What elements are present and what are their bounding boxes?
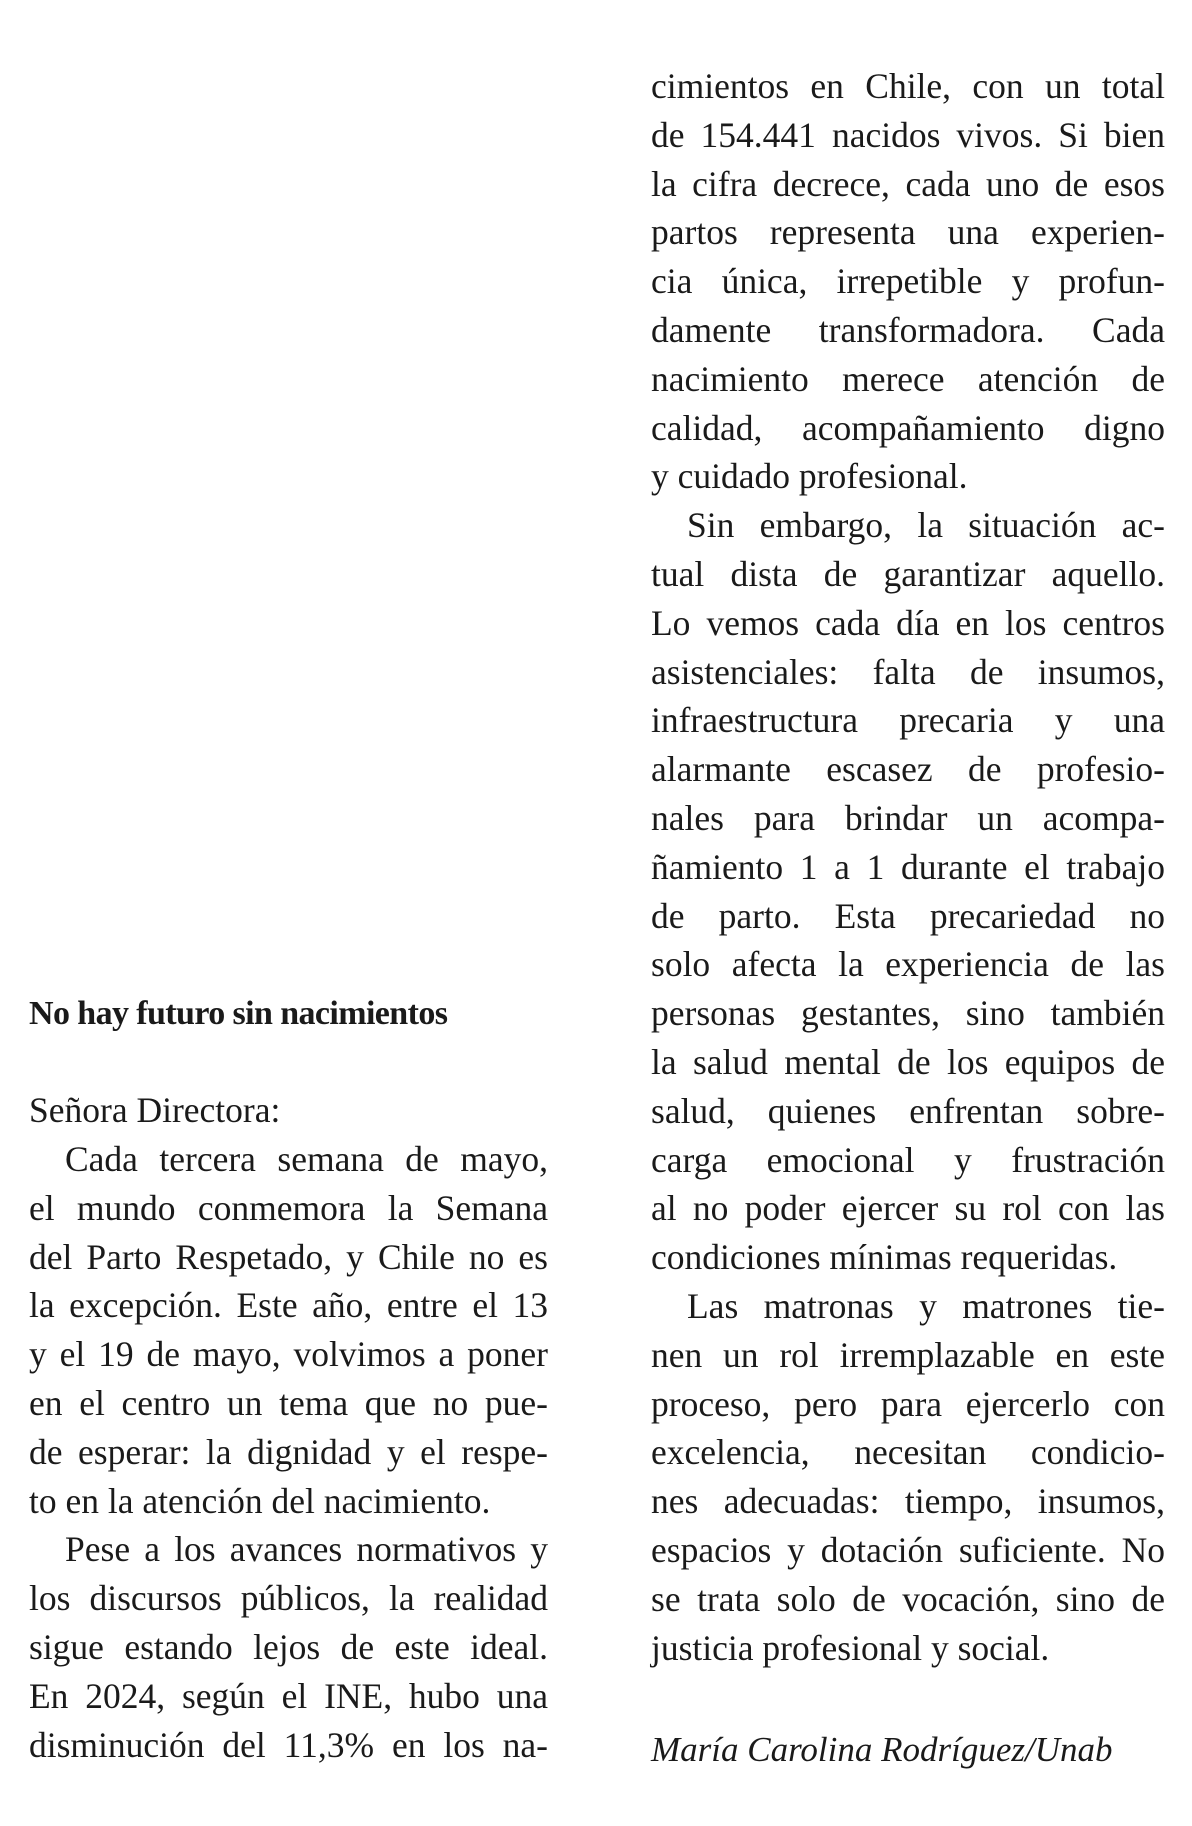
letter-text-line: Pese a los avances normativos y: [65, 1529, 548, 1570]
letter-text-line: tual dista de garantizar aquello.: [651, 553, 1165, 594]
letter-text-line: damente transformadora. Cada: [651, 309, 1165, 350]
letter-text-line: los discursos públicos, la realidad: [29, 1578, 548, 1619]
letter-text-line: al no poder ejercer su rol con las: [651, 1188, 1165, 1229]
letter-text-line: de parto. Esta precariedad no: [651, 895, 1165, 936]
letter-text-line: y el 19 de mayo, volvimos a poner: [29, 1334, 548, 1375]
letter-text-line: justicia profesional y social.: [651, 1627, 1050, 1668]
letter-text-line: salud, quienes enfrentan sobre-: [651, 1090, 1165, 1131]
letter-text-line: Las matronas y matrones tie-: [687, 1285, 1165, 1326]
letter-body-left: [29, 1135, 548, 1769]
letter-text-line: En 2024, según el INE, hubo una: [29, 1675, 548, 1716]
letter-text-line: disminución del 11,3% en los na-: [29, 1724, 548, 1765]
letter-body-right: [651, 62, 1165, 1672]
letter-text-line: la excepción. Este año, entre el 13: [29, 1285, 548, 1326]
letter-text-line: se trata solo de vocación, sino de: [651, 1578, 1165, 1619]
letter-text-line: nales para brindar un acompa-: [651, 797, 1165, 838]
letter-salutation: Señora Directora:: [29, 1090, 281, 1130]
letter-text-line: solo afecta la experiencia de las: [651, 944, 1165, 985]
letter-text-line: cimientos en Chile, con un total: [651, 66, 1165, 106]
letter-text-line: partos representa una experien-: [651, 212, 1165, 253]
letter-text-line: condiciones mínimas requeridas.: [651, 1237, 1118, 1278]
letter-text-line: to en la atención del nacimiento.: [29, 1480, 491, 1521]
letter-text-line: Cada tercera semana de mayo,: [65, 1139, 548, 1179]
letter-text-line: Sin embargo, la situación ac-: [687, 505, 1165, 546]
letter-text-line: del Parto Respetado, y Chile no es: [29, 1236, 548, 1277]
letter-text-line: nes adecuadas: tiempo, insumos,: [651, 1481, 1165, 1522]
letter-text-line: de esperar: la dignidad y el respe-: [29, 1431, 548, 1472]
letter-text-line: la cifra decrece, cada uno de esos: [651, 163, 1165, 204]
letter-text-line: espacios y dotación suficiente. No: [651, 1529, 1165, 1570]
letter-text-line: excelencia, necesitan condicio-: [651, 1432, 1165, 1473]
letter-text-line: ñamiento 1 a 1 durante el trabajo: [651, 846, 1165, 887]
letter-text-line: infraestructura precaria y una: [651, 700, 1165, 741]
letter-text-line: proceso, pero para ejercerlo con: [651, 1383, 1165, 1424]
letter-text-line: el mundo conmemora la Semana: [29, 1187, 548, 1228]
letter-text-line: cia única, irrepetible y profun-: [651, 261, 1165, 302]
letter-text-line: calidad, acompañamiento digno: [651, 407, 1165, 448]
letter-column-left: [29, 1086, 548, 1135]
letter-text-line: alarmante escasez de profesio-: [651, 749, 1165, 790]
letter-text-line: y cuidado profesional.: [651, 456, 968, 497]
letter-text-line: nacimiento merece atención de: [651, 358, 1165, 399]
letter-text-line: carga emocional y frustración: [651, 1139, 1165, 1180]
letter-text-line: asistenciales: falta de insumos,: [651, 651, 1165, 692]
letter-text-line: nen un rol irremplazable en este: [651, 1334, 1165, 1375]
letter-headline: No hay futuro sin nacimientos: [29, 995, 448, 1032]
letter-text-line: de 154.441 nacidos vivos. Si bien: [651, 114, 1165, 155]
letter-text-line: la salud mental de los equipos de: [651, 1041, 1165, 1082]
letter-text-line: en el centro un tema que no pue-: [29, 1382, 548, 1423]
letter-signature: María Carolina Rodríguez/Unab: [651, 1730, 1113, 1769]
letter-text-line: Lo vemos cada día en los centros: [651, 602, 1165, 643]
letter-text-line: personas gestantes, sino también: [651, 993, 1165, 1034]
letter-text-line: sigue estando lejos de este ideal.: [29, 1626, 548, 1667]
